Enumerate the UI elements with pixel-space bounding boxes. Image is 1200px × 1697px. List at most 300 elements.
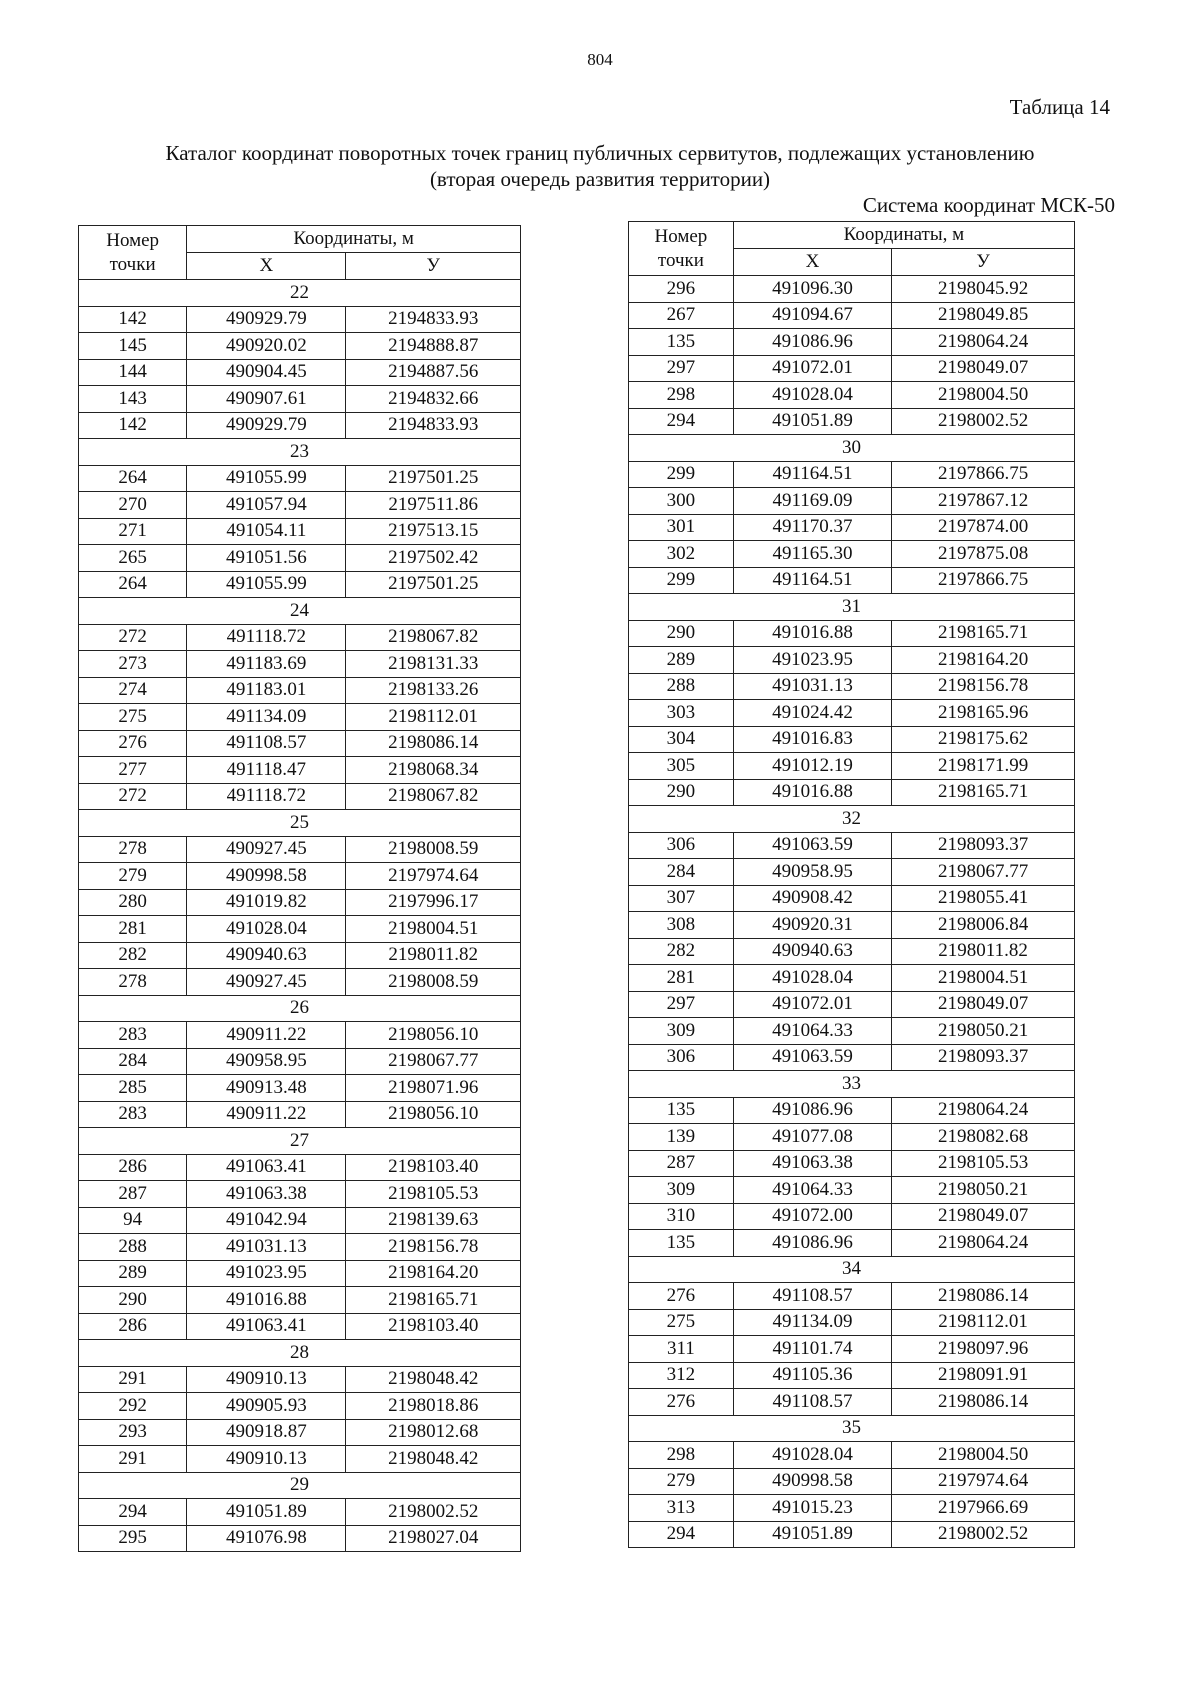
y-coordinate-cell: 2197966.69: [892, 1495, 1075, 1522]
y-coordinate-cell: 2194832.66: [346, 386, 521, 413]
point-number-cell: 278: [79, 969, 187, 996]
point-number-cell: 144: [79, 359, 187, 386]
x-coordinate-cell: 491064.33: [733, 1177, 891, 1204]
point-number-cell: 302: [629, 541, 734, 568]
table-row: [629, 1124, 1075, 1151]
table-row: [629, 620, 1075, 647]
table-row: [629, 382, 1075, 409]
x-coordinate-cell: 491031.13: [187, 1234, 346, 1261]
x-coordinate-cell: 490920.31: [733, 912, 891, 939]
x-coordinate-cell: 491165.30: [733, 541, 891, 568]
y-coordinate-cell: 2198011.82: [892, 938, 1075, 965]
y-coordinate-cell: 2198002.52: [892, 1521, 1075, 1548]
table-row: [629, 1468, 1075, 1495]
y-coordinate-cell: 2198071.96: [346, 1075, 521, 1102]
table-row: [79, 730, 521, 757]
group-row: [79, 1340, 521, 1367]
group-number: 31: [629, 594, 1075, 621]
y-coordinate-cell: 2198048.42: [346, 1446, 521, 1473]
table-row: [79, 1525, 521, 1552]
y-coordinate-cell: 2198048.42: [346, 1366, 521, 1393]
x-coordinate-cell: 491108.57: [187, 730, 346, 757]
table-row: [629, 488, 1075, 515]
x-coordinate-cell: 490998.58: [187, 863, 346, 890]
y-coordinate-cell: 2198165.71: [892, 620, 1075, 647]
group-number: 22: [79, 280, 521, 307]
y-coordinate-cell: 2198086.14: [892, 1283, 1075, 1310]
table-row: [629, 965, 1075, 992]
point-number-cell: 264: [79, 571, 187, 598]
group-row: [629, 594, 1075, 621]
table-row: [629, 461, 1075, 488]
y-coordinate-cell: 2198027.04: [346, 1525, 521, 1552]
point-number-cell: 288: [629, 673, 734, 700]
point-number-cell: 295: [79, 1525, 187, 1552]
y-coordinate-cell: 2197866.75: [892, 567, 1075, 594]
y-coordinate-cell: 2198056.10: [346, 1101, 521, 1128]
x-coordinate-cell: 490910.13: [187, 1446, 346, 1473]
x-coordinate-cell: 490911.22: [187, 1022, 346, 1049]
point-number-cell: 312: [629, 1362, 734, 1389]
table-row: [629, 1018, 1075, 1045]
y-coordinate-cell: 2198133.26: [346, 677, 521, 704]
y-coordinate-cell: 2198064.24: [892, 1230, 1075, 1257]
point-number-cell: 306: [629, 1044, 734, 1071]
y-coordinate-cell: 2198049.85: [892, 302, 1075, 329]
y-coordinate-cell: 2198045.92: [892, 276, 1075, 303]
point-number-cell: 290: [629, 779, 734, 806]
y-coordinate-cell: 2197874.00: [892, 514, 1075, 541]
point-number-cell: 290: [629, 620, 734, 647]
table-row: [629, 567, 1075, 594]
group-number: 24: [79, 598, 521, 625]
table-row: [79, 942, 521, 969]
title-line-2: (вторая очередь развития территории): [429, 167, 771, 191]
x-coordinate-cell: 490911.22: [187, 1101, 346, 1128]
table-row: [79, 836, 521, 863]
point-number-cell: 272: [79, 624, 187, 651]
y-coordinate-cell: 2198165.71: [346, 1287, 521, 1314]
coordinates-table-left: [78, 225, 521, 1552]
table-row: [79, 783, 521, 810]
table-row: [79, 1366, 521, 1393]
x-coordinate-cell: 491108.57: [733, 1389, 891, 1416]
point-number-cell: 287: [629, 1150, 734, 1177]
point-number-cell: 143: [79, 386, 187, 413]
table-body: [629, 276, 1075, 1548]
group-number: 32: [629, 806, 1075, 833]
table-row: [629, 1521, 1075, 1548]
point-number-cell: 283: [79, 1101, 187, 1128]
table-row: [79, 1393, 521, 1420]
coordinates-header: Координаты, м: [733, 222, 1074, 249]
table-row: [79, 359, 521, 386]
y-coordinate-cell: 2197974.64: [892, 1468, 1075, 1495]
point-number-cell: 294: [629, 408, 734, 435]
y-header: У: [346, 253, 521, 280]
point-number-cell: 291: [79, 1366, 187, 1393]
y-coordinate-cell: 2198002.52: [892, 408, 1075, 435]
coordinate-system-label: Система координат МСК-50: [862, 193, 1115, 217]
y-coordinate-cell: 2198006.84: [892, 912, 1075, 939]
table-row: [629, 1495, 1075, 1522]
x-coordinate-cell: 490920.02: [187, 333, 346, 360]
point-number-cell: 310: [629, 1203, 734, 1230]
y-coordinate-cell: 2198175.62: [892, 726, 1075, 753]
table-row: [629, 673, 1075, 700]
table-row: [629, 1203, 1075, 1230]
table-row: [79, 1287, 521, 1314]
point-number-cell: 286: [79, 1154, 187, 1181]
group-row: [79, 1472, 521, 1499]
y-coordinate-cell: 2198086.14: [346, 730, 521, 757]
table-row: [79, 1101, 521, 1128]
table-row: [79, 571, 521, 598]
point-number-header: Номер точки: [629, 222, 734, 276]
x-coordinate-cell: 491055.99: [187, 571, 346, 598]
x-coordinate-cell: 491108.57: [733, 1283, 891, 1310]
point-number-cell: 273: [79, 651, 187, 678]
table-row: [79, 1499, 521, 1526]
x-coordinate-cell: 491016.88: [733, 779, 891, 806]
table-row: [79, 1260, 521, 1287]
y-coordinate-cell: 2198011.82: [346, 942, 521, 969]
point-number-cell: 298: [629, 382, 734, 409]
y-coordinate-cell: 2198068.34: [346, 757, 521, 784]
x-coordinate-cell: 491051.56: [187, 545, 346, 572]
y-coordinate-cell: 2198093.37: [892, 1044, 1075, 1071]
y-coordinate-cell: 2198067.82: [346, 783, 521, 810]
x-coordinate-cell: 491170.37: [733, 514, 891, 541]
y-coordinate-cell: 2198103.40: [346, 1313, 521, 1340]
point-number-cell: 284: [79, 1048, 187, 1075]
y-coordinate-cell: 2197867.12: [892, 488, 1075, 515]
table-row: [79, 757, 521, 784]
point-number-cell: 278: [79, 836, 187, 863]
title-line-1: Каталог координат поворотных точек границ публичных сервитутов, подлежащих установлению: [165, 141, 1035, 165]
group-row: [79, 280, 521, 307]
y-coordinate-cell: 2198064.24: [892, 329, 1075, 356]
coordinates-table-right: [628, 221, 1075, 1548]
x-coordinate-cell: 491063.41: [187, 1154, 346, 1181]
y-coordinate-cell: 2197996.17: [346, 889, 521, 916]
table-row: [629, 1230, 1075, 1257]
point-number-cell: 309: [629, 1018, 734, 1045]
point-number-cell: 271: [79, 518, 187, 545]
table-row: [629, 355, 1075, 382]
x-coordinate-cell: 491057.94: [187, 492, 346, 519]
y-coordinate-cell: 2197875.08: [892, 541, 1075, 568]
table-row: [629, 726, 1075, 753]
x-coordinate-cell: 491064.33: [733, 1018, 891, 1045]
point-number-cell: 299: [629, 461, 734, 488]
point-number-cell: 270: [79, 492, 187, 519]
x-coordinate-cell: 490905.93: [187, 1393, 346, 1420]
x-coordinate-cell: 491077.08: [733, 1124, 891, 1151]
y-coordinate-cell: 2198086.14: [892, 1389, 1075, 1416]
y-coordinate-cell: 2198165.96: [892, 700, 1075, 727]
point-number-cell: 294: [79, 1499, 187, 1526]
table-row: [79, 1048, 521, 1075]
table-row: [629, 514, 1075, 541]
table-row: [79, 1419, 521, 1446]
x-coordinate-cell: 491118.72: [187, 783, 346, 810]
point-number-cell: 274: [79, 677, 187, 704]
y-coordinate-cell: 2198067.77: [892, 859, 1075, 886]
x-coordinate-cell: 491051.89: [733, 408, 891, 435]
table-row: [79, 889, 521, 916]
y-coordinate-cell: 2198067.82: [346, 624, 521, 651]
point-number-cell: 303: [629, 700, 734, 727]
group-number: 26: [79, 995, 521, 1022]
table-row: [629, 1150, 1075, 1177]
table-row: [79, 518, 521, 545]
table-row: [629, 1442, 1075, 1469]
group-row: [79, 810, 521, 837]
table-row: [629, 1177, 1075, 1204]
x-coordinate-cell: 491012.19: [733, 753, 891, 780]
point-number-cell: 142: [79, 306, 187, 333]
point-number-cell: 135: [629, 329, 734, 356]
group-number: 25: [79, 810, 521, 837]
table-row: [79, 704, 521, 731]
group-row: [629, 1071, 1075, 1098]
group-row: [629, 435, 1075, 462]
x-coordinate-cell: 490927.45: [187, 969, 346, 996]
point-number-cell: 279: [629, 1468, 734, 1495]
y-coordinate-cell: 2198049.07: [892, 1203, 1075, 1230]
y-coordinate-cell: 2198004.51: [346, 916, 521, 943]
group-number: 28: [79, 1340, 521, 1367]
x-coordinate-cell: 490918.87: [187, 1419, 346, 1446]
y-coordinate-cell: 2198131.33: [346, 651, 521, 678]
point-number-cell: 265: [79, 545, 187, 572]
point-number-cell: 286: [79, 1313, 187, 1340]
point-number-cell: 280: [79, 889, 187, 916]
table-label: Таблица 14: [1009, 95, 1110, 119]
y-coordinate-cell: 2198105.53: [346, 1181, 521, 1208]
x-coordinate-cell: 491054.11: [187, 518, 346, 545]
point-number-cell: 304: [629, 726, 734, 753]
table-row: [79, 386, 521, 413]
document-title: [0, 140, 1200, 192]
y-coordinate-cell: 2198018.86: [346, 1393, 521, 1420]
point-number-cell: 276: [629, 1389, 734, 1416]
table-row: [79, 651, 521, 678]
x-coordinate-cell: 491086.96: [733, 329, 891, 356]
table-row: [629, 1097, 1075, 1124]
y-coordinate-cell: 2198082.68: [892, 1124, 1075, 1151]
table-row: [79, 1313, 521, 1340]
point-number-cell: 311: [629, 1336, 734, 1363]
group-row: [629, 1256, 1075, 1283]
table-row: [79, 863, 521, 890]
x-coordinate-cell: 490998.58: [733, 1468, 891, 1495]
y-coordinate-cell: 2198112.01: [346, 704, 521, 731]
point-number-cell: 277: [79, 757, 187, 784]
x-coordinate-cell: 491063.59: [733, 832, 891, 859]
x-header: X: [733, 249, 891, 276]
y-coordinate-cell: 2194887.56: [346, 359, 521, 386]
point-number-cell: 282: [79, 942, 187, 969]
y-coordinate-cell: 2198004.50: [892, 382, 1075, 409]
x-coordinate-cell: 490913.48: [187, 1075, 346, 1102]
table-row: [79, 677, 521, 704]
x-coordinate-cell: 491051.89: [187, 1499, 346, 1526]
point-number-cell: 287: [79, 1181, 187, 1208]
x-coordinate-cell: 490904.45: [187, 359, 346, 386]
point-number-cell: 145: [79, 333, 187, 360]
group-number: 23: [79, 439, 521, 466]
y-coordinate-cell: 2194833.93: [346, 306, 521, 333]
table-row: [79, 1234, 521, 1261]
table-row: [79, 1181, 521, 1208]
table-row: [629, 647, 1075, 674]
point-number-cell: 308: [629, 912, 734, 939]
point-number-cell: 276: [629, 1283, 734, 1310]
y-coordinate-cell: 2198050.21: [892, 1018, 1075, 1045]
table-row: [629, 779, 1075, 806]
y-coordinate-cell: 2197501.25: [346, 465, 521, 492]
table-row: [629, 1336, 1075, 1363]
group-number: 35: [629, 1415, 1075, 1442]
y-coordinate-cell: 2197513.15: [346, 518, 521, 545]
group-row: [79, 598, 521, 625]
x-coordinate-cell: 491183.69: [187, 651, 346, 678]
y-coordinate-cell: 2198097.96: [892, 1336, 1075, 1363]
point-number-cell: 288: [79, 1234, 187, 1261]
table-row: [629, 276, 1075, 303]
x-coordinate-cell: 491183.01: [187, 677, 346, 704]
table-row: [79, 916, 521, 943]
x-coordinate-cell: 490908.42: [733, 885, 891, 912]
x-coordinate-cell: 491169.09: [733, 488, 891, 515]
x-coordinate-cell: 491016.88: [733, 620, 891, 647]
y-coordinate-cell: 2198067.77: [346, 1048, 521, 1075]
y-coordinate-cell: 2198049.07: [892, 355, 1075, 382]
x-header: X: [187, 253, 346, 280]
point-number-cell: 276: [79, 730, 187, 757]
y-coordinate-cell: 2197866.75: [892, 461, 1075, 488]
table-row: [79, 465, 521, 492]
group-row: [629, 806, 1075, 833]
table-row: [629, 1283, 1075, 1310]
group-number: 27: [79, 1128, 521, 1155]
group-row: [629, 1415, 1075, 1442]
y-coordinate-cell: 2198139.63: [346, 1207, 521, 1234]
x-coordinate-cell: 491118.72: [187, 624, 346, 651]
point-number-cell: 300: [629, 488, 734, 515]
x-coordinate-cell: 491055.99: [187, 465, 346, 492]
x-coordinate-cell: 491094.67: [733, 302, 891, 329]
y-coordinate-cell: 2198004.50: [892, 1442, 1075, 1469]
point-number-cell: 301: [629, 514, 734, 541]
table-row: [629, 302, 1075, 329]
table-row: [79, 333, 521, 360]
point-number-cell: 313: [629, 1495, 734, 1522]
table-row: [629, 859, 1075, 886]
point-number-cell: 297: [629, 991, 734, 1018]
table-row: [79, 1154, 521, 1181]
x-coordinate-cell: 491096.30: [733, 276, 891, 303]
point-number-cell: 296: [629, 276, 734, 303]
x-coordinate-cell: 491072.01: [733, 991, 891, 1018]
point-number-cell: 290: [79, 1287, 187, 1314]
x-coordinate-cell: 491072.01: [733, 355, 891, 382]
x-coordinate-cell: 490929.79: [187, 306, 346, 333]
table-row: [79, 492, 521, 519]
y-coordinate-cell: 2198093.37: [892, 832, 1075, 859]
point-number-cell: 264: [79, 465, 187, 492]
group-number: 30: [629, 435, 1075, 462]
table-body: [79, 280, 521, 1552]
y-coordinate-cell: 2197501.25: [346, 571, 521, 598]
x-coordinate-cell: 491164.51: [733, 567, 891, 594]
x-coordinate-cell: 491015.23: [733, 1495, 891, 1522]
y-coordinate-cell: 2198008.59: [346, 969, 521, 996]
table-row: [629, 1044, 1075, 1071]
table-row: [629, 832, 1075, 859]
y-coordinate-cell: 2198103.40: [346, 1154, 521, 1181]
table-row: [79, 1075, 521, 1102]
x-coordinate-cell: 491076.98: [187, 1525, 346, 1552]
y-coordinate-cell: 2198156.78: [346, 1234, 521, 1261]
table-row: [79, 624, 521, 651]
point-number-cell: 305: [629, 753, 734, 780]
point-number-cell: 275: [79, 704, 187, 731]
x-coordinate-cell: 490940.63: [187, 942, 346, 969]
point-number-cell: 297: [629, 355, 734, 382]
x-coordinate-cell: 491118.47: [187, 757, 346, 784]
point-number-cell: 284: [629, 859, 734, 886]
table-row: [629, 329, 1075, 356]
x-coordinate-cell: 491031.13: [733, 673, 891, 700]
y-coordinate-cell: 2198049.07: [892, 991, 1075, 1018]
y-coordinate-cell: 2197511.86: [346, 492, 521, 519]
point-number-cell: 267: [629, 302, 734, 329]
x-coordinate-cell: 491134.09: [187, 704, 346, 731]
table-row: [629, 1389, 1075, 1416]
table-row: [629, 408, 1075, 435]
point-number-cell: 139: [629, 1124, 734, 1151]
x-coordinate-cell: 491019.82: [187, 889, 346, 916]
x-coordinate-cell: 490958.95: [187, 1048, 346, 1075]
table-row: [79, 412, 521, 439]
x-coordinate-cell: 491134.09: [733, 1309, 891, 1336]
y-coordinate-cell: 2198171.99: [892, 753, 1075, 780]
table-row: [629, 885, 1075, 912]
y-coordinate-cell: 2198156.78: [892, 673, 1075, 700]
y-coordinate-cell: 2198050.21: [892, 1177, 1075, 1204]
x-coordinate-cell: 490940.63: [733, 938, 891, 965]
y-coordinate-cell: 2198055.41: [892, 885, 1075, 912]
point-number-cell: 135: [629, 1097, 734, 1124]
table-row: [79, 1207, 521, 1234]
y-coordinate-cell: 2198008.59: [346, 836, 521, 863]
group-number: 29: [79, 1472, 521, 1499]
point-number-cell: 142: [79, 412, 187, 439]
x-coordinate-cell: 491063.38: [187, 1181, 346, 1208]
point-number-cell: 272: [79, 783, 187, 810]
x-coordinate-cell: 491072.00: [733, 1203, 891, 1230]
point-number-header: Номер точки: [79, 226, 187, 280]
table-row: [629, 700, 1075, 727]
table-row: [629, 753, 1075, 780]
x-coordinate-cell: 491028.04: [733, 382, 891, 409]
point-number-cell: 281: [79, 916, 187, 943]
point-number-cell: 289: [79, 1260, 187, 1287]
point-number-cell: 282: [629, 938, 734, 965]
